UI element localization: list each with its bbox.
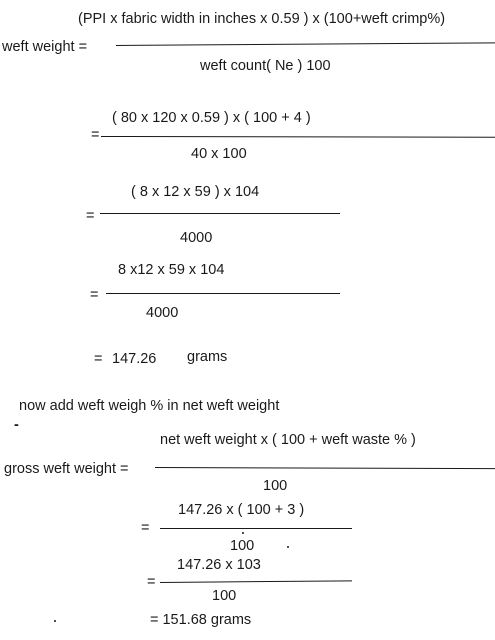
step4-equals: = [90,287,99,303]
step4-denominator: 4000 [146,305,179,321]
fraction-line [155,467,495,469]
gross-result: = 151.68 grams [150,612,252,628]
fraction-line [100,213,340,214]
gross-step2-denominator: 100 [230,538,255,554]
gross-step2-numerator: 147.26 x ( 100 + 3 ) [178,502,305,518]
fraction-line [160,580,352,583]
fraction-line [106,293,340,294]
step3-numerator: ( 8 x 12 x 59 ) x 104 [131,184,260,200]
stray-dot [287,546,289,548]
net-weight-value: 147.26 [112,351,157,367]
gross-step2-equals: = [141,520,150,536]
weft-weight-lhs: weft weight = [2,39,88,55]
step2-numerator: ( 80 x 120 x 0.59 ) x ( 100 + 4 ) [112,110,311,126]
gross-step3-denominator: 100 [212,588,237,604]
step4-numerator: 8 x12 x 59 x 104 [118,262,225,278]
note-text: now add weft weigh % in net weft weight [19,398,280,414]
gross-weight-lhs: gross weft weight = [4,461,129,477]
formula-denominator: weft count( Ne ) 100 [200,58,331,74]
gross-numerator: net weft weight x ( 100 + weft waste % ) [160,432,416,448]
gross-step3-equals: = [147,574,156,590]
fraction-line [160,528,352,529]
step3-denominator: 4000 [180,230,213,246]
stray-dot [242,532,244,534]
stray-mark: - [14,417,19,433]
step3-equals: = [86,208,95,224]
fraction-line [116,42,495,46]
step2-equals: = [91,127,100,143]
step2-denominator: 40 x 100 [191,146,247,162]
step5-equals: = [94,351,103,367]
gross-step3-numerator: 147.26 x 103 [177,557,261,573]
fraction-line [101,136,495,138]
net-weight-unit: grams [187,349,228,365]
gross-denominator: 100 [263,478,288,494]
formula-numerator: (PPI x fabric width in inches x 0.59 ) x (100+weft crimp%) [78,11,446,27]
stray-dot [54,620,56,622]
